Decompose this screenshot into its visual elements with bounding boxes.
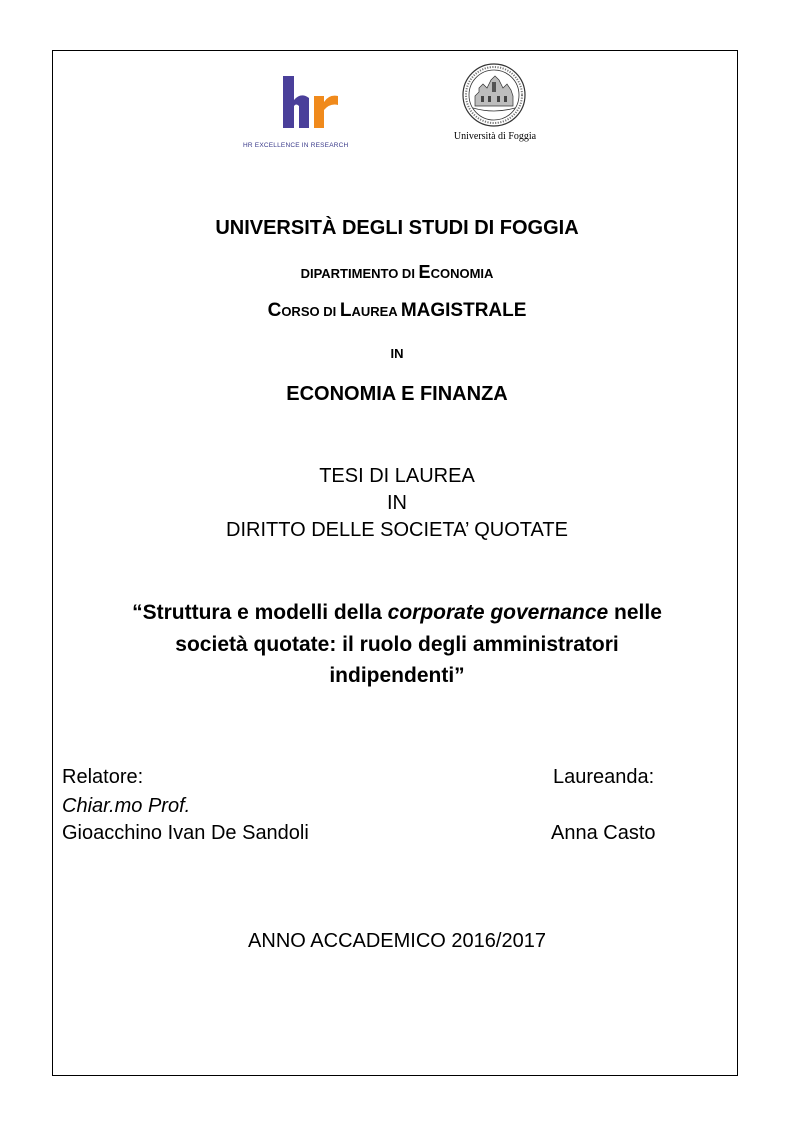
hr-logo-caption: HR EXCELLENCE IN RESEARCH <box>243 142 349 149</box>
department-name <box>0 262 794 283</box>
supervisor-name: Gioacchino Ivan De Sandoli <box>62 822 309 844</box>
thesis-type: TESI DI LAUREA <box>319 465 475 487</box>
in-label: IN <box>390 346 404 361</box>
candidate-label: Laureanda: <box>553 766 655 788</box>
thesis-title-line-1 <box>0 601 794 625</box>
course-initial-l: L <box>339 300 352 321</box>
university-seal <box>461 62 527 128</box>
supervisor-title: Chiar.mo Prof. <box>62 795 191 817</box>
thesis-title-part1: “Struttura e modelli della <box>132 601 388 624</box>
course-magistrale: MAGISTRALE <box>400 300 527 321</box>
thesis-title-line-3: indipendenti” <box>329 664 465 687</box>
university-seal-caption: Università di Foggia <box>453 131 537 142</box>
thesis-subject: DIRITTO DELLE SOCIETA’ QUOTATE <box>226 519 568 541</box>
course-di: DI <box>323 304 340 319</box>
supervisor-label: Relatore: <box>62 766 144 788</box>
department-rest: CONOMIA <box>430 266 494 281</box>
department-prefix: DIPARTIMENTO DI <box>300 266 419 281</box>
page-border <box>52 50 738 1076</box>
university-name: UNIVERSITÀ DEGLI STUDI DI FOGGIA <box>215 217 579 239</box>
university-seal-icon <box>461 62 527 128</box>
course-initial-c: C <box>267 300 282 321</box>
hr-logo-icon <box>243 74 361 142</box>
program-name: ECONOMIA E FINANZA <box>286 383 508 405</box>
course-name <box>0 300 794 322</box>
candidate-name: Anna Casto <box>551 822 656 844</box>
department-initial: E <box>418 262 431 282</box>
thesis-title-italic: corporate governance <box>387 601 609 624</box>
thesis-in-label: IN <box>387 492 407 514</box>
course-aurea: AUREA <box>351 304 401 319</box>
course-orso: ORSO <box>281 304 324 319</box>
academic-year: ANNO ACCADEMICO 2016/2017 <box>248 930 546 952</box>
thesis-title-part2: nelle <box>608 601 662 624</box>
thesis-title-line-2: società quotate: il ruolo degli amministratori <box>175 633 619 656</box>
hr-excellence-logo <box>243 74 361 156</box>
